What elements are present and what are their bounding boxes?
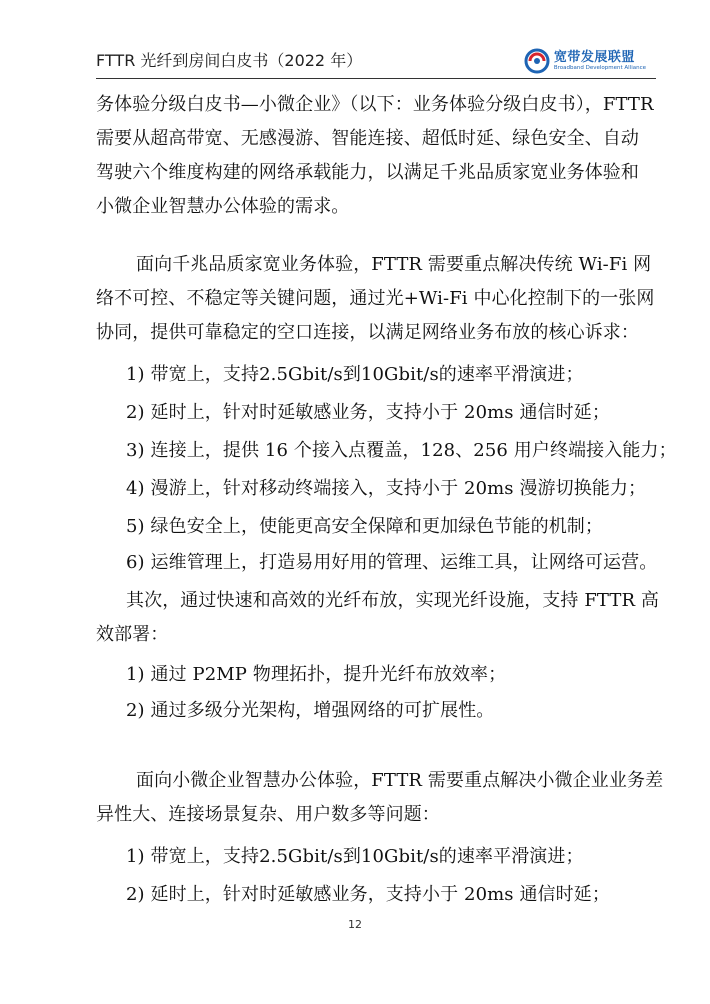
list-item: 6) 运维管理上，打造易用好用的管理、运维工具，让网络可运营。 xyxy=(126,552,658,573)
list-item: 5) 绿色安全上，使能更高安全保障和更加绿色节能的机制； xyxy=(126,516,603,537)
header-title: FTTR 光纤到房间白皮书（2022 年） xyxy=(96,51,363,70)
list-item: 3) 连接上，提供 16 个接入点覆盖，128、256 用户终端接入能力； xyxy=(126,440,677,461)
list-item: 2) 延时上，针对时延敏感业务，支持小于 20ms 通信时延； xyxy=(126,884,610,905)
list-item: 1) 通过 P2MP 物理拓扑，提升光纤布放效率； xyxy=(126,664,507,685)
list-item: 1) 带宽上，支持2.5Gbit/s到10Gbit/s的速率平滑演进； xyxy=(126,846,584,867)
body-line: 务体验分级白皮书—小微企业》（以下：业务体验分级白皮书），FTTR xyxy=(96,94,654,115)
list-item: 2) 延时上，针对时延敏感业务，支持小于 20ms 通信时延； xyxy=(126,402,610,423)
bda-logo-icon xyxy=(524,48,550,74)
logo-en-text: Broadband Development Alliance xyxy=(553,64,646,71)
header-rule xyxy=(96,78,656,79)
body-line: 其次，通过快速和高效的光纤布放，实现光纤设施，支持 FTTR 高 xyxy=(126,590,660,611)
list-item: 4) 漫游上，针对移动终端接入，支持小于 20ms 漫游切换能力； xyxy=(126,478,647,499)
list-item: 2) 通过多级分光架构，增强网络的可扩展性。 xyxy=(126,700,495,721)
body-line: 小微企业智慧办公体验的需求。 xyxy=(96,196,350,217)
body-line: 面向小微企业智慧办公体验，FTTR 需要重点解决小微企业业务差 xyxy=(136,770,664,791)
body-line: 协同，提供可靠稳定的空口连接，以满足网络业务布放的核心诉求： xyxy=(96,322,639,343)
logo-cn-text: 宽带发展联盟 xyxy=(553,49,635,65)
bda-logo xyxy=(524,46,646,76)
body-line: 驾驶六个维度构建的网络承载能力，以满足千兆品质家宽业务体验和 xyxy=(96,162,639,183)
body-line: 效部署： xyxy=(96,624,169,645)
page-number: 12 xyxy=(348,918,362,931)
list-item: 1) 带宽上，支持2.5Gbit/s到10Gbit/s的速率平滑演进； xyxy=(126,364,584,385)
body-line: 需要从超高带宽、无感漫游、智能连接、超低时延、绿色安全、自动 xyxy=(96,128,639,149)
page-header xyxy=(96,46,656,80)
body-line: 面向千兆品质家宽业务体验，FTTR 需要重点解决传统 Wi-Fi 网 xyxy=(136,254,652,275)
body-line: 络不可控、不稳定等关键问题，通过光+Wi-Fi 中心化控制下的一张网 xyxy=(96,288,655,309)
body-line: 异性大、连接场景复杂、用户数多等问题： xyxy=(96,804,440,825)
